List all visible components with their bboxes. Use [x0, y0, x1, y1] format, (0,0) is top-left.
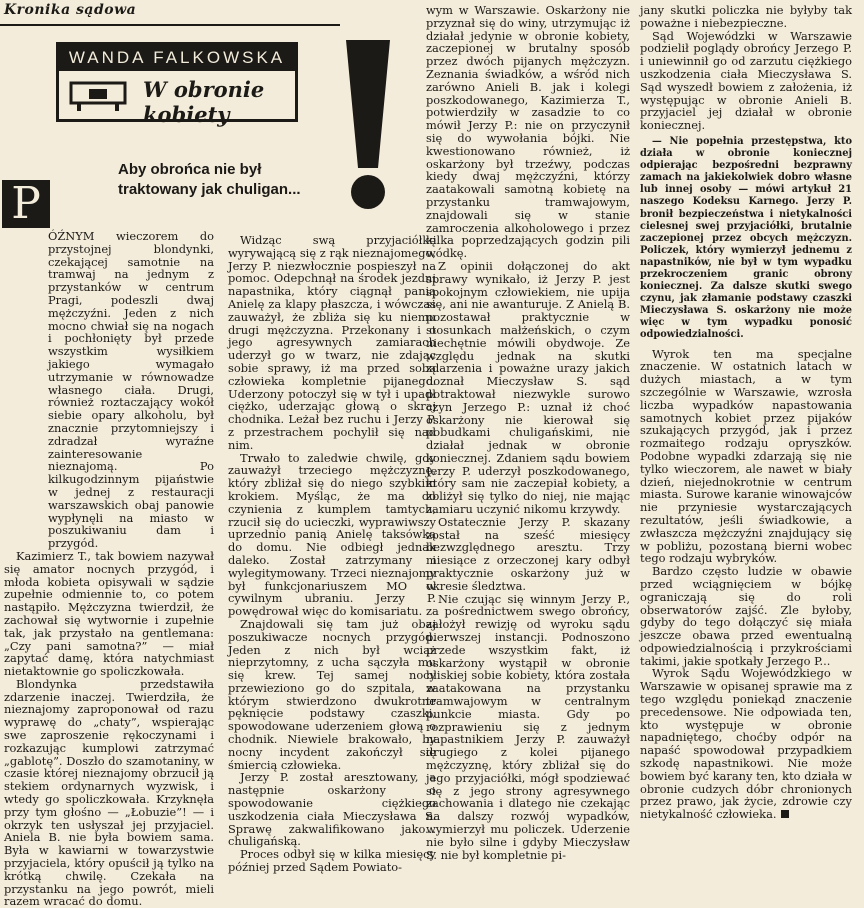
paragraph: Nie czując się winnym Jerzy P., za pośrednictwem swego obrońcy, założył rewizję od wyroku sądu pierwszej instancji. Podnoszono przede wszystkim fakt, iż oskarżony wystąpił w obronie bliskiej sobie kobiety, która została zaatakowana na przystanku tramwajowym w centralnym punkcie miasta. Gdy po rozprawieniu się z jednym napastnikiem Jerzy P. zauważył drugiego z kolei pijanego mężczyznę, który zbliżał się do jego przyjaciółki, mógł spodziewać się z jego strony agresywnego zachowania i dlatego nie czekając na dalszy rozwój wypadków, wymierzył mu policzek. Uderzenie nie było silne i gdyby Mieczysław S. nie był kompletnie pi- — [426, 591, 630, 862]
paragraph: Wyrok ten ma specjalne znaczenie. W ostatnich latach w dużych miastach, a w tym szczególnie w Warszawie, wzrosła liczba wypadków napastowania samotnych kobiet przez pijaków szukających przygód, jak i przez rozmaitego rodzaju opryszków. Podobne wypadki zdarzają się nie tylko wieczorem, ale nawet w biały dzień, niejednokrotnie w centrum miasta. Surowe karanie winowajców nie przyniesie wystarczających rezultatów, jeśli świadkowie, a zwłaszcza mężczyźni znajdujący się w pobliżu, pozostaną bierni wobec tego rodzaju wybryków. — [640, 346, 852, 566]
top-rule — [0, 24, 340, 26]
column-2 — [228, 234, 436, 874]
paragraph: Znajdowali się tam już obaj poszukiwacze nocnych przygód. Jeden z nich był wciąż nieprzytomny, z ucha sączyła mu się krew. Tej samej nocy przewieziono go do szpitala, w którym stwierdzono dwukrotne pęknięcie podstawy czaszki, spowodowane uderzeniem głową o chodnik. Niewiele brakowało, by nocny incydent zakończył się śmiercią człowieka. — [228, 616, 436, 772]
paragraph: Ostatecznie Jerzy P. skazany został na sześć miesięcy bezwzględnego aresztu. Trzy miesiące z orzeczonej kary odbył praktycznie oskarżony już w okresie śledztwa. — [426, 514, 630, 593]
paragraph: ÓŹNYM wieczorem do przystojnej blondynki, czekającej samotnie na tramwaj na jednym z przystanków w centrum Pragi, podeszli dwaj mężczyźni. Jeden z nich mocno chwiał się na nogach i pochłonięty był przede wszystkim wysiłkiem jakiego wymagało utrzymanie w równowadze własnego ciała. Drugi, również roztaczający wokół siebie opary alkoholu, był znacznie przytomniejszy i zdradzał wyraźne zainteresowanie nieznajomą. Po kilkugodzinnym pijaństwie w jednej z restauracji warszawskich obaj panowie wypłynęli na miasto w poszukiwaniu dam i przygód. — [48, 229, 214, 551]
end-mark — [781, 810, 789, 818]
paragraph: Z opinii dołączonej do akt sprawy wynikało, iż Jerzy P. jest spokojnym człowiekiem, nie upija się, ani nie awanturuje. Z Anielą B. pozostawał praktycznie w stosunkach małżeńskich, o czym niechętnie mówili obydwoje. Ze względu jednak na skutki zdarzenia i poważne urazy jakich doznał Mieczysław S. sąd potraktował niezwykle surowo czyn Jerzego P.: uznał iż choć oskarżony nie kierował się pobudkami chuligańskimi, nie działał jednak w obronie koniecznej. Zdaniem sądu bowiem Jerzy P. uderzył poszkodowanego, który sam nie zaczepiał kobiety, a zbliżył się tylko do niej, nie mając zamiaru uczynić nikomu krzywdy. — [426, 258, 630, 517]
exclamation-icon — [338, 40, 398, 212]
author-bar — [59, 45, 295, 71]
paragraph: jany skutki policzka nie byłyby tak poważne i niebezpieczne. — [640, 3, 852, 30]
section-rubric: Kronika sądowa — [4, 2, 137, 18]
column-1 — [4, 229, 214, 908]
paragraph: Blondynka przedstawiła zdarzenie inaczej. Twierdziła, że nieznajomy zaproponował od razu wyprawę do „chaty”, wspierając swe zaproszenie rękoczynami i rozkazując kumplowi zatrzymać „gablotę”. Doszło do szamotaniny, w czasie której nieznajomy obrzucił ją stekiem ordynarnych wyzwisk, i wtedy go spoliczkowała. Krzyknęła przy tym głośno — „Łobuzie”! — i okrzyk ten usłyszał jej przyjaciel. Aniela B. nie była bowiem sama. Była w kawiarni w towarzystwie przyjaciela, który opuścił ją tylko na krótką chwilę. Czekała na przystanku na jego powrót, mieli razem wracać do domu. — [4, 676, 214, 908]
drop-cap: P — [2, 180, 50, 228]
paragraph: Jerzy P. został aresztowany, a następnie oskarżony o spowodowanie ciężkiego uszkodzenia ciała Mieczysława S. Sprawę zakwalifikowano jako... chuligańską. — [228, 770, 436, 849]
article-heading-box — [56, 42, 298, 127]
legal-note: — Nie popełnia przestępstwa, kto działa w obronie koniecznej odpierając bezpośredni bezprawny zamach na jakiekolwiek dobro własne lub innej osoby — mówi artykuł 21 naszego Kodeksu Karnego. Jerzy P. bronił bezpieczeństwa i nietykalności cielesnej swej przyjaciółki, brutalnie zaczepionej przez obcych mężczyzn. Policzek, który wymierzył jednemu z napastników, nie był w tym wypadku przekroczeniem granic obrony koniecznej. Za dalsze skutki swego czynu, jak złamanie podstawy czaszki Mieczysława S. oskarżony nie może więc w tym wypadku ponosić odpowiedzialności. — [640, 135, 852, 341]
paragraph: Kazimierz T., tak bowiem nazywał się amator nocnych przygód, i młoda kobieta opisywali w sądzie zupełnie odmiennie to, co potem nastąpiło. Mężczyzna twierdził, że zachował się wytwornie i zupełnie tak, jak przystało na gentlemana: „Czy pani samotna?” — miał zapytać damę, która natychmiast nietaktownie go spoliczkowała. — [4, 548, 214, 679]
paragraph: Proces odbył się w kilka miesięcy później przed Sądem Powiato- — [228, 847, 436, 875]
paragraph: Wyrok Sądu Wojewódzkiego w Warszawie w opisanej sprawie ma z tego względu poniekąd znaczenie precedensowe. Nie odpowiada ten, kto występuje w obronie napadniętego, choćby odpór na napaść spowodował przypadkiem szkodę napastnikowi. Nie może bowiem być karany ten, kto działa w obronie cudzych dóbr chronionych przez prawo, jak życie, zdrowie czy nietykalność człowieka. — [640, 666, 852, 822]
paragraph: Bardzo często ludzie w obawie przed wciągnięciem w bójkę ograniczają się do roli obserwatorów zajść. Zle byłoby, gdyby do tego dołączyć się miała jeszcze obawa przed ewentualną odpowiedzialnością i przykrościami takimi, jakie spotkały Jerzego P... — [640, 564, 852, 668]
paragraph: Trwało to zaledwie chwilę, gdy zauważył trzeciego mężczyznę, który zbliżał się do niego szybkim krokiem. Myśląc, że ma do czynienia z kumplem tamtych, rzucił się do ucieczki, wyprawiwszy uprzednio panią Anielę taksówką do domu. Nie odbiegł jednak daleko. Został zatrzymany i wylegitymowany. Trzeci nieznajomy był funkcjonariuszem MO w cywilnym ubraniu. Jerzy P. powędrował więc do komisariatu. — [228, 450, 436, 619]
article-subtitle: Aby obrońca nie był traktowany jak chuligan... — [118, 161, 301, 198]
article-title: W obronie kobiety — [143, 77, 265, 127]
bench-icon — [69, 79, 127, 113]
paragraph: wym w Warszawie. Oskarżony nie przyznał się do winy, utrzymując iż działał jedynie w obronie kobiety, zaczepionej w brutalny sposób przez dwóch pijanych mężczyzn. Zeznania świadków, a wśród nich zarówno Anieli B. jak i kolegi poszkodowanego, Kazimierza T., potwierdziły w zasadzie to co mówił Jerzy P.: nie on przyczynił się do wywołania bójki. Nie kwestionowano również, iż oskarżony był trzeźwy, podczas kiedy dwaj mężczyźni, którzy zaatakowali samotną kobietę na przystanku tramwajowym, znajdowali się w stanie zamroczenia alkoholowego i przez kilka poprzedzających godzin pili wódkę. — [426, 3, 630, 261]
column-3 — [426, 4, 630, 861]
article-author: WANDA FALKOWSKA — [68, 48, 286, 67]
paragraph: Sąd Wojewódzki w Warszawie podzielił poglądy obrońcy Jerzego P. i uniewinnił go od zarzutu ciężkiego uszkodzenia ciała Mieczysława S. Sąd wyszedł bowiem z założenia, iż występując w obronie Anieli B. przyjaciel jej działał w obronie koniecznej. — [640, 28, 852, 133]
column-4 — [640, 4, 852, 821]
paragraph: Widząc swą przyjaciółkę wyrywającą się z rąk nieznajomego, Jerzy P. niezwłocznie pospieszył na pomoc. Odepchnął na środek jezdni napastnika, który ciągnął panią Anielę za klapy płaszcza, i wówczas zauważył, że zbliża się ku niemu drugi mężczyzna. Przekonany i o jego agresywnych zamiarach uderzył go w twarz, nie zdając sobie sprawy, iż ma przed sobą człowieka kompletnie pijanego. Uderzony potoczył się w tył i upadł ciężko, uderzając głową o skraj chodnika. Leżał bez ruchu i Jerzy P. z przestrachem pochylił się nad nim. — [228, 233, 436, 452]
